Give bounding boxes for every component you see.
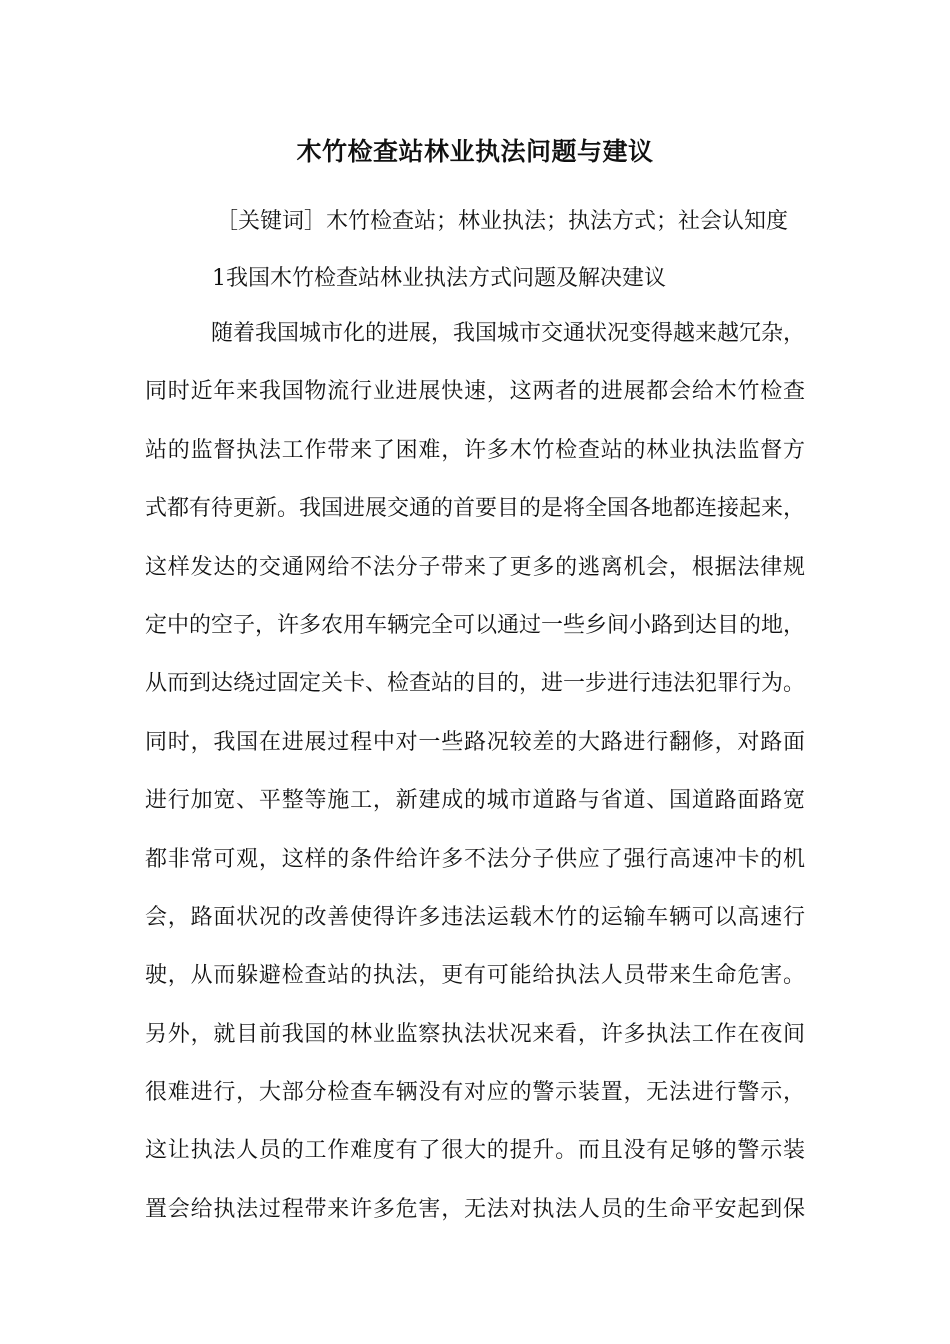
document-title: 木竹检查站林业执法问题与建议: [296, 137, 654, 166]
body-line: 进行加宽、平整等施工，新建成的城市道路与省道、国道路面路宽: [145, 788, 805, 814]
body-line: 站的监督执法工作带来了困难，许多木竹检查站的林业执法监督方: [145, 437, 805, 463]
body-line: 定中的空子，许多农用车辆完全可以通过一些乡间小路到达目的地，: [145, 612, 806, 638]
body-line: 另外，就目前我国的林业监察执法状况来看，许多执法工作在夜间: [145, 1021, 805, 1047]
body-line: 置会给执法过程带来许多危害，无法对执法人员的生命平安起到保: [145, 1196, 805, 1222]
body-line: 从而到达绕过固定关卡、检查站的目的，进一步进行违法犯罪行为。: [145, 671, 806, 697]
body-line: 驶，从而躲避检查站的执法，更有可能给执法人员带来生命危害。: [145, 963, 805, 989]
keywords-line: ［关键词］木竹检查站；林业执法；执法方式；社会认知度: [216, 209, 789, 234]
body-line: 随着我国城市化的进展，我国城市交通状况变得越来越冗杂，: [211, 321, 806, 346]
body-line: 同时，我国在进展过程中对一些路况较差的大路进行翻修，对路面: [145, 729, 805, 755]
body-line: 很难进行，大部分检查车辆没有对应的警示装置，无法进行警示，: [145, 1080, 805, 1106]
body-line: 式都有待更新。我国进展交通的首要目的是将全国各地都连接起来，: [145, 496, 806, 522]
body-line: 都非常可观，这样的条件给许多不法分子供应了强行高速冲卡的机: [145, 846, 805, 872]
body-line: 会，路面状况的改善使得许多违法运载木竹的运输车辆可以高速行: [145, 904, 805, 930]
section-heading: 1我国木竹检查站林业执法方式问题及解决建议: [212, 266, 666, 291]
body-line: 同时近年来我国物流行业进展快速，这两者的进展都会给木竹检查: [145, 379, 805, 405]
body-paragraph: [145, 316, 805, 1250]
body-line: 这让执法人员的工作难度有了很大的提升。而且没有足够的警示装: [145, 1138, 805, 1164]
body-line: 这样发达的交通网给不法分子带来了更多的逃离机会，根据法律规: [145, 554, 805, 580]
